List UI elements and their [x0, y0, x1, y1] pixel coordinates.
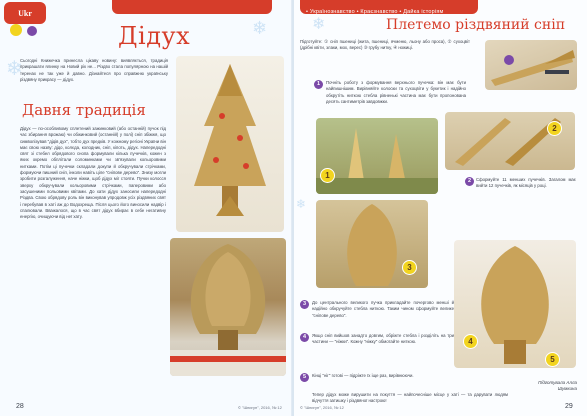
breadcrumb [112, 9, 118, 15]
step-1-illustration [316, 118, 438, 194]
header-bar [112, 0, 272, 14]
step-4-illustration [454, 240, 576, 368]
section-heading: Давня традиція [22, 101, 146, 119]
breadcrumb: • Українознавство • Краєзнавство • Дайка історіям [306, 9, 444, 15]
article-title: Плетемо різдвяний сніп [386, 17, 566, 33]
step-2-text: Сформуйте 11 менших пучечків. Загалом має вийти 12 пучечків, як місяців у році. [476, 177, 576, 189]
didukh-photo [176, 56, 284, 232]
step-number: 5 [300, 373, 309, 382]
left-page [0, 0, 293, 416]
materials-list: Підготуйте: ① сніп пшениці (жита, пшениці, ячменю, льону або проса), ② сухоцвіт (дрібні квіти, злаки, мох, верес) ③ грубу нитку, ④ ножиці. [300, 39, 470, 51]
photo-label-badge: 2 [547, 121, 562, 136]
footer-copyright: © "Шпигун", 2016, № 12 [300, 405, 344, 410]
intro-paragraph: Сьогодні Книжечка принесла цікаву новину: виявляється, традиція прикрашати ялинку на Новий рік не... Різдво стала популярною на нашій теренах не так уже й давно. Дізнайтеся про справжню українську різдвяну прикрасу — дідух. [20, 58, 168, 82]
header-bar [300, 0, 478, 14]
page-title: Дідух [118, 22, 191, 50]
svg-text:Ukr: Ukr [18, 9, 32, 18]
page-number: 29 [565, 403, 573, 410]
footer-copyright: © "Шпигун", 2016, № 12 [238, 405, 282, 410]
materials-photo [485, 40, 577, 90]
step-4-photo [454, 240, 576, 368]
didukh-on-table-photo [170, 238, 286, 376]
step-4-text: Якщо сніп вийшов занадто довгим, обріжте стебла і розділіть на три частини — "ніжки". Кожну "ніжку" обмотайте ниткою. [312, 333, 454, 345]
step-number: 4 [300, 333, 309, 342]
magazine-logo [2, 0, 48, 38]
outro-paragraph: Тепер дідух може вирушити на покуття — найпочесніше місце у хаті — та дарувати людям відчуття затишку і різдвяної настрою! [312, 392, 508, 404]
didukh-table-illustration [170, 238, 286, 376]
snowflake-icon: ❄ [296, 197, 307, 211]
didukh-illustration [176, 56, 284, 232]
snowflake-icon: ❄ [6, 56, 23, 80]
history-paragraph: Дідух — по-особливому сплетений зажинковий (або останній) пучок під час збирання врожаю) чи обжинковий (останній) у полі) сніп збіжжя, що символізував "дідів дух", тобто дух предків. У кожному регіоні України він має свою назву: дідо, колєда, колодник, сніп, кіпоть, дідух. Напередодні свят зі стебел обрядового снопа формували кілька пучечків, кожен з яких окремо обплітали соломинками чи зв'язували кольоровими нитками. Потім ці пучечки складали докупи й обкручували стрічками, формуючи пишний сніп, інколи навіть ціле "сніпове дерево". Знизу могли зробити розгалуження, наче ніжки, щоб дідух міг стояти. Пучки колосся зверху обкручували кольоровими стрічками, паперовими або засушеними польовими квітами. До хати дідух заносили напередодні Різдва. Свою обрядову роль він виконував упродовж усіх різдвяних свят і перебував в хаті аж до Водохреща. Після цього його виносили надвір і спалювали. Вважалося, що в час свят дідух вбирає в себе негативну енергію, очищуючи від неї хату. [20, 126, 166, 220]
step-5-text: Кінці "ніг" готові — підріжте їх іще раз, вирівнюючи. [312, 373, 414, 378]
step-number: 1 [314, 80, 323, 89]
step-number: 3 [300, 300, 309, 309]
wheat-bundle-illustration [485, 40, 577, 90]
photo-label-badge: 4 [463, 334, 478, 349]
step-number: 2 [465, 177, 474, 186]
snowflake-icon: ❄ [252, 18, 268, 39]
step-1-text: Почніть роботу з формування верхнього пучечка: він має бути найпишнішим. Вирівняйте колоски та сухоцвіти у букетик і надійно обкрутіть ниткою стебла рівненькі частина має бути пропонована десять сантиметрів завдовжки. [326, 80, 466, 104]
photo-label-badge: 3 [402, 260, 417, 275]
photo-label-badge: 1 [320, 168, 335, 183]
author-credit: Підготувала Алла Шумкина [538, 380, 577, 392]
photo-label-badge: 5 [545, 352, 560, 367]
step-1-photo [316, 118, 438, 194]
page-number: 28 [16, 403, 24, 410]
step-3-text: До центрального великого пучка прикладайте почергово менші й надійно обкручуйте стебла ниткою. Таким чином сформуйте велике "сніпове дерево". [312, 300, 454, 318]
snowflake-icon: ❄ [312, 14, 326, 33]
